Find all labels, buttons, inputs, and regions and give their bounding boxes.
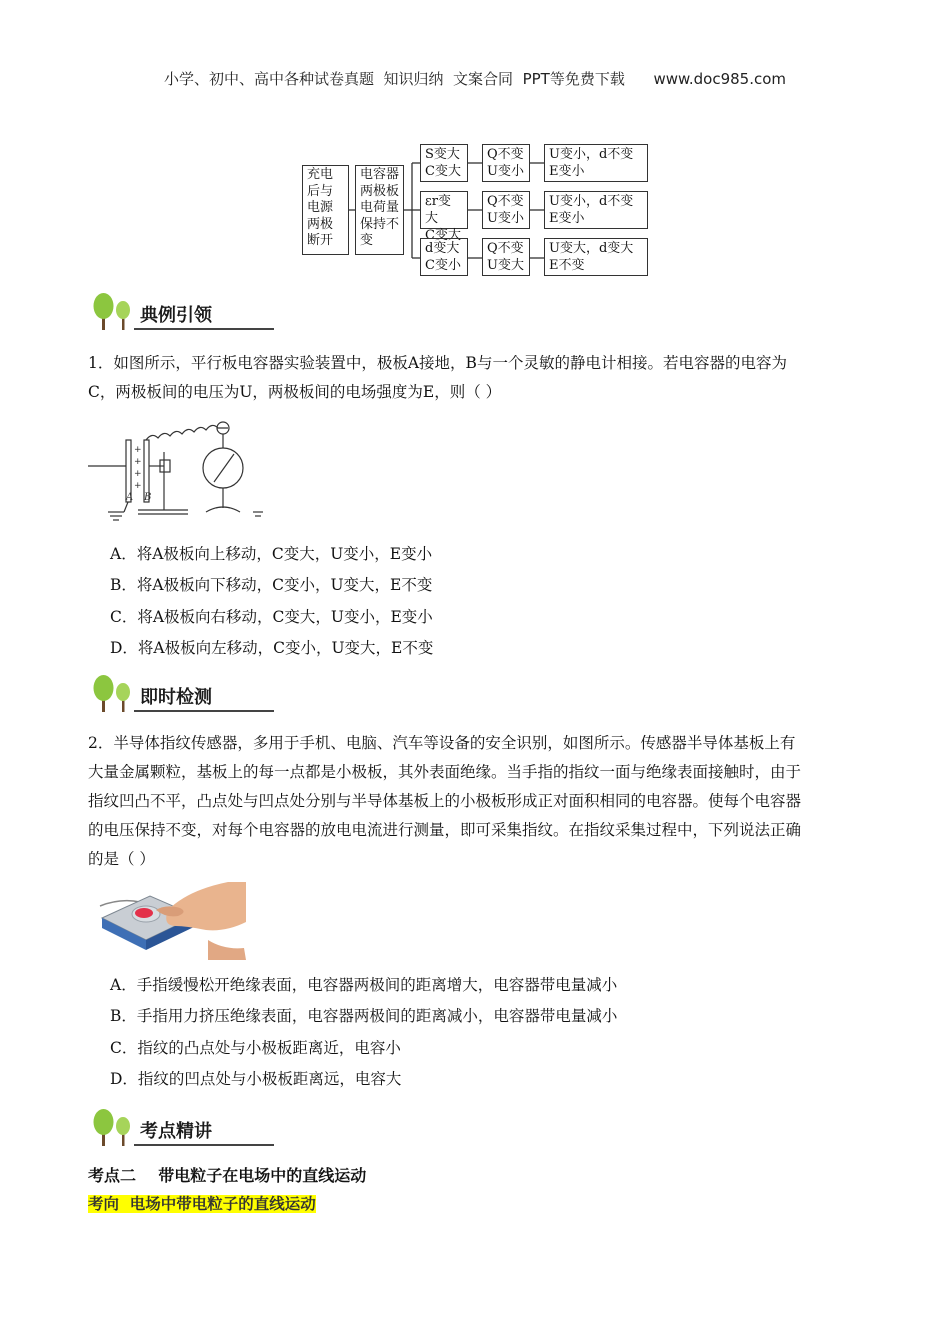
question-1-stem: 1．如图所示，平行板电容器实验装置中，极板A接地，B与一个灵敏的静电计相接。若电容器的电容为 C，两极板间的电压为U，两极板间的电场强度为E，则（ ）	[88, 354, 787, 401]
section-title: 典例引领	[140, 305, 212, 326]
flowchart-qu-box: Q不变 U变小	[482, 144, 530, 182]
section-underline	[134, 1144, 274, 1146]
flowchart-qu-box: Q不变 U变大	[482, 238, 530, 276]
tree-icon	[88, 674, 136, 714]
section-header-examples	[88, 292, 248, 336]
fingerprint-sensor-photo	[98, 880, 246, 960]
plate-a-label: A	[126, 492, 134, 503]
svg-text:+: +	[134, 469, 142, 479]
q2-option-a[interactable]: A．手指缓慢松开绝缘表面，电容器两极间的距离增大，电容器带电量减小	[110, 976, 618, 994]
flowchart-result-box: U变大，d变大 E不变	[544, 238, 648, 276]
capacitor-electrometer-figure	[88, 412, 268, 530]
topic-heading: 考点二 带电粒子在电场中的直线运动	[88, 1166, 367, 1185]
page-header: 小学、初中、高中各种试卷真题 知识归纳 文案合同 PPT等免费下载 www.doc985.com	[163, 70, 787, 88]
plate-b-label: B	[144, 492, 152, 503]
tree-icon	[88, 292, 136, 332]
q1-option-c[interactable]: C．将A极板向右移动，C变大，U变小，E变小	[110, 608, 433, 626]
section-header-key-points	[88, 1108, 248, 1152]
capacitor-flowchart	[300, 140, 660, 280]
q1-option-d[interactable]: D．将A极板向左移动，C变小，U变大，E不变	[110, 639, 434, 657]
flowchart-result-box: U变小，d不变 E变小	[544, 191, 648, 229]
flowchart-qu-box: Q不变 U变小	[482, 191, 530, 229]
q2-option-c[interactable]: C．指纹的凸点处与小极板距离近，电容小	[110, 1039, 401, 1057]
section-underline	[134, 710, 274, 712]
highlighted-subheading: 考向 电场中带电粒子的直线运动	[88, 1195, 316, 1213]
flowchart-change-box: εr变大 C变大	[420, 191, 468, 229]
svg-text:+: +	[134, 481, 142, 491]
flowchart-change-box: d变大 C变小	[420, 238, 468, 276]
flowchart-condition-charge-constant: 电容器 两极板 电荷量 保持不 变	[355, 165, 404, 255]
section-header-quick-check	[88, 674, 248, 718]
section-title: 考点精讲	[140, 1121, 212, 1142]
q2-option-d[interactable]: D．指纹的凹点处与小极板距离远，电容大	[110, 1070, 402, 1088]
section-underline	[134, 328, 274, 330]
flowchart-result-box: U变小，d不变 E变小	[544, 144, 648, 182]
svg-text:+: +	[134, 457, 142, 467]
svg-text:+: +	[134, 445, 142, 455]
topic-subheading	[88, 1192, 316, 1214]
flowchart-condition-disconnected: 充电 后与 电源 两极 断开	[302, 165, 349, 255]
question-2-stem: 2．半导体指纹传感器，多用于手机、电脑、汽车等设备的安全识别，如图所示。传感器半导体基板上有 大量金属颗粒，基板上的每一点都是小极板，其外表面绝缘。当手指的指纹一面与绝缘表面接触时，由于 指纹凹凸不平，凸点处与凹点处分别与半导体基板上的小极板形成正对面积相同的电容器。使每个电容器 的电压保持不变，对每个电容器的放电电流进行测量，即可采集指纹。在指纹采集过程中，下列说法正确 的是（ ）	[88, 734, 802, 868]
q1-option-a[interactable]: A．将A极板向上移动，C变大，U变小，E变小	[110, 545, 433, 563]
tree-icon	[88, 1108, 136, 1148]
section-title: 即时检测	[140, 687, 212, 708]
q1-option-b[interactable]: B．将A极板向下移动，C变小，U变大，E不变	[110, 576, 433, 594]
flowchart-change-box: S变大 C变大	[420, 144, 468, 182]
q2-option-b[interactable]: B．手指用力挤压绝缘表面，电容器两极间的距离减小，电容器带电量减小	[110, 1007, 618, 1025]
